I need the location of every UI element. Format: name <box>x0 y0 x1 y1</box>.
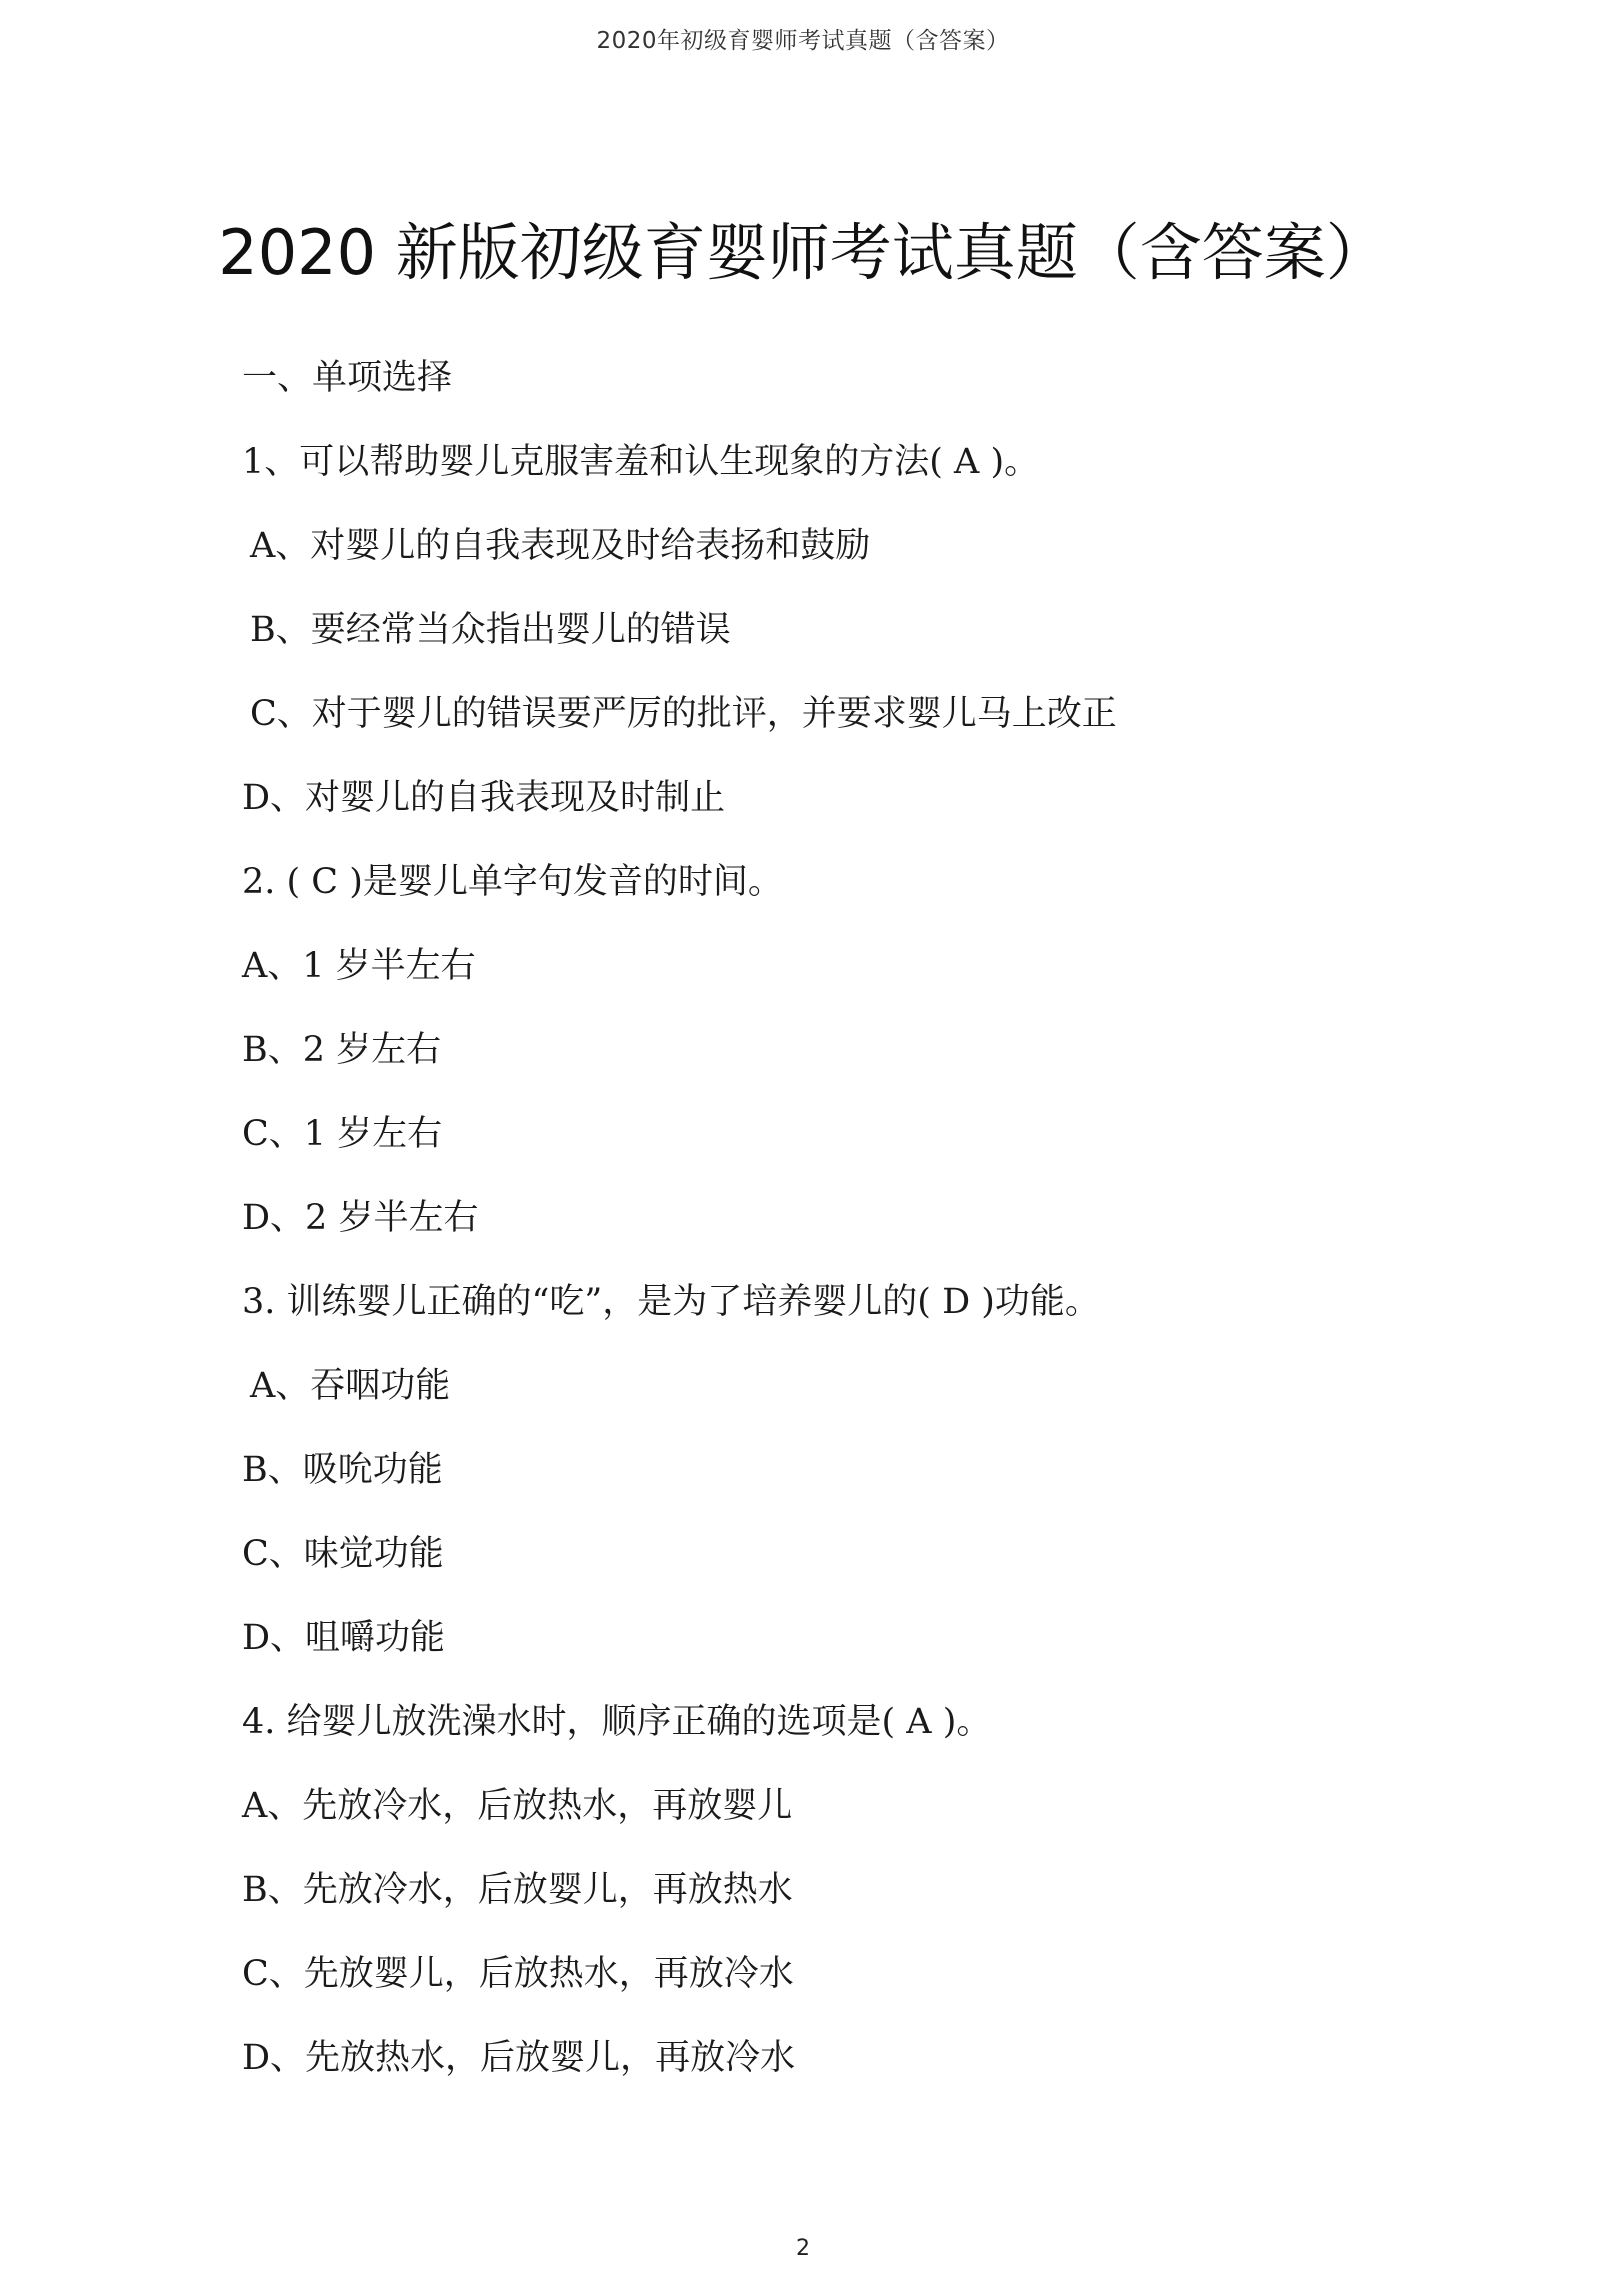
option-b: B、吸吮功能 <box>242 1450 443 1490</box>
section-heading: 一、单项选择 <box>242 358 453 398</box>
option-c: C、味觉功能 <box>242 1534 444 1574</box>
option-a: A、吞咽功能 <box>250 1366 451 1406</box>
question-stem: 1、可以帮助婴儿克服害羞和认生现象的方法( A )。 <box>242 442 1040 482</box>
question-stem: 4. 给婴儿放洗澡水时，顺序正确的选项是( A )。 <box>242 1702 992 1742</box>
option-a: A、对婴儿的自我表现及时给表扬和鼓励 <box>250 526 871 566</box>
option-d: D、对婴儿的自我表现及时制止 <box>242 778 726 818</box>
option-a: A、先放冷水，后放热水，再放婴儿 <box>242 1786 793 1826</box>
option-d: D、咀嚼功能 <box>242 1618 446 1658</box>
document-title: 2020 新版初级育婴师考试真题（含答案） <box>218 216 1388 289</box>
option-c: C、先放婴儿，后放热水，再放冷水 <box>242 1954 794 1994</box>
option-c: C、1 岁左右 <box>242 1114 443 1154</box>
question-3 <box>242 1260 1422 1680</box>
question-stem: 3. 训练婴儿正确的“吃”，是为了培养婴儿的( D )功能。 <box>242 1282 1100 1322</box>
option-b: B、先放冷水，后放婴儿，再放热水 <box>242 1870 793 1910</box>
option-d: D、先放热水，后放婴儿，再放冷水 <box>242 2038 796 2078</box>
option-c: C、对于婴儿的错误要严厉的批评，并要求婴儿马上改正 <box>250 694 1117 734</box>
exam-content <box>242 336 1422 2100</box>
option-d: D、2 岁半左右 <box>242 1198 479 1238</box>
running-header: 2020年初级育婴师考试真题（含答案） <box>596 28 1010 54</box>
question-2 <box>242 840 1422 1260</box>
page-number: 2 <box>796 2236 810 2261</box>
question-1 <box>242 420 1422 840</box>
option-a: A、1 岁半左右 <box>242 946 476 986</box>
option-b: B、要经常当众指出婴儿的错误 <box>250 610 731 650</box>
option-b: B、2 岁左右 <box>242 1030 442 1070</box>
question-4 <box>242 1680 1422 2100</box>
question-stem: 2. ( C )是婴儿单字句发音的时间。 <box>242 862 783 902</box>
